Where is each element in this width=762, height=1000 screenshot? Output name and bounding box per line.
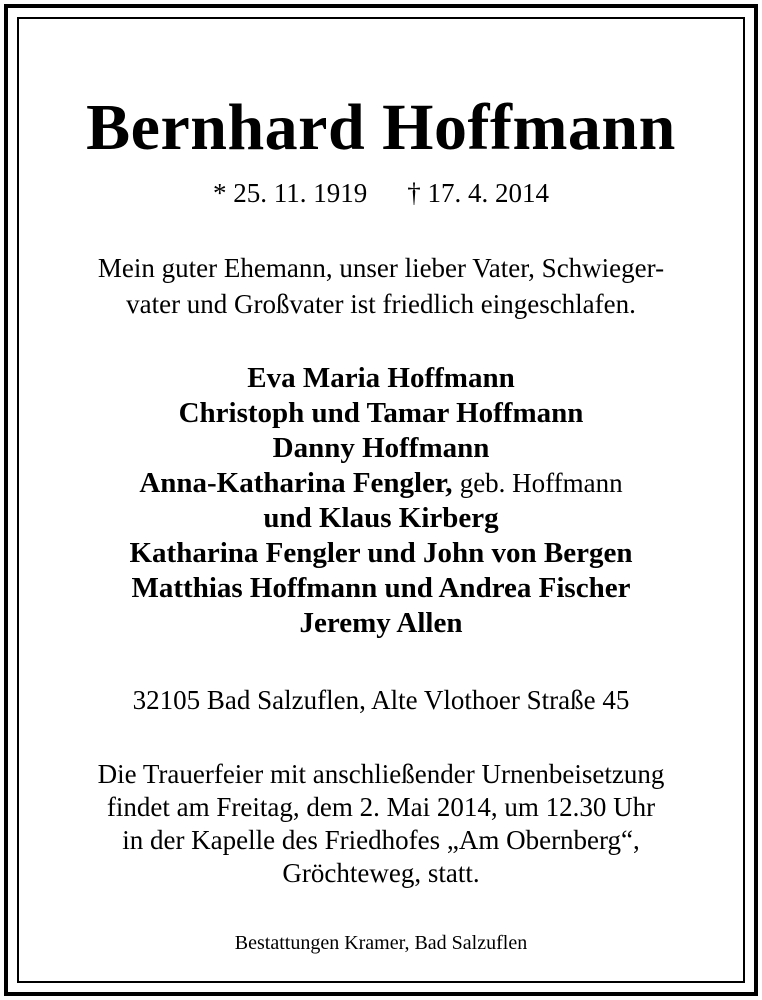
message-line: Mein guter Ehemann, unser lieber Vater, Schwieger- xyxy=(97,253,665,283)
funeral-ceremony-info xyxy=(0,758,762,890)
family-member-name: Anna-Katharina Fengler, xyxy=(139,467,453,499)
family-member: und Klaus Kirberg xyxy=(263,502,499,534)
maiden-name-note: geb. Hoffmann xyxy=(459,468,623,498)
ceremony-line: Die Trauerfeier mit anschließender Urnenbeisetzung xyxy=(97,759,665,789)
ceremony-line: Gröchteweg, statt. xyxy=(282,858,480,888)
family-member: Danny Hoffmann xyxy=(272,432,490,464)
family-member: Matthias Hoffmann und Andrea Fischer xyxy=(131,572,631,604)
obituary-message xyxy=(0,250,762,322)
family-member: Eva Maria Hoffmann xyxy=(247,362,515,394)
family-member xyxy=(0,466,762,501)
family-list xyxy=(0,361,762,641)
ceremony-line: findet am Freitag, dem 2. Mai 2014, um 12.30 Uhr xyxy=(106,792,656,822)
family-address: 32105 Bad Salzuflen, Alte Vlothoer Straße 45 xyxy=(132,685,630,715)
family-member: Jeremy Allen xyxy=(299,607,463,639)
family-member: Katharina Fengler und John von Bergen xyxy=(129,537,633,569)
death-date: † 17. 4. 2014 xyxy=(407,178,549,208)
undertaker-credit: Bestattungen Kramer, Bad Salzuflen xyxy=(234,932,528,954)
family-member: Christoph und Tamar Hoffmann xyxy=(178,397,584,429)
deceased-name: Bernhard Hoffmann xyxy=(86,91,676,164)
message-line: vater und Großvater ist friedlich eingeschlafen. xyxy=(126,289,636,319)
birth-date: * 25. 11. 1919 xyxy=(213,178,368,208)
life-dates xyxy=(0,176,762,210)
ceremony-line: in der Kapelle des Friedhofes „Am Obernberg“, xyxy=(122,825,640,855)
